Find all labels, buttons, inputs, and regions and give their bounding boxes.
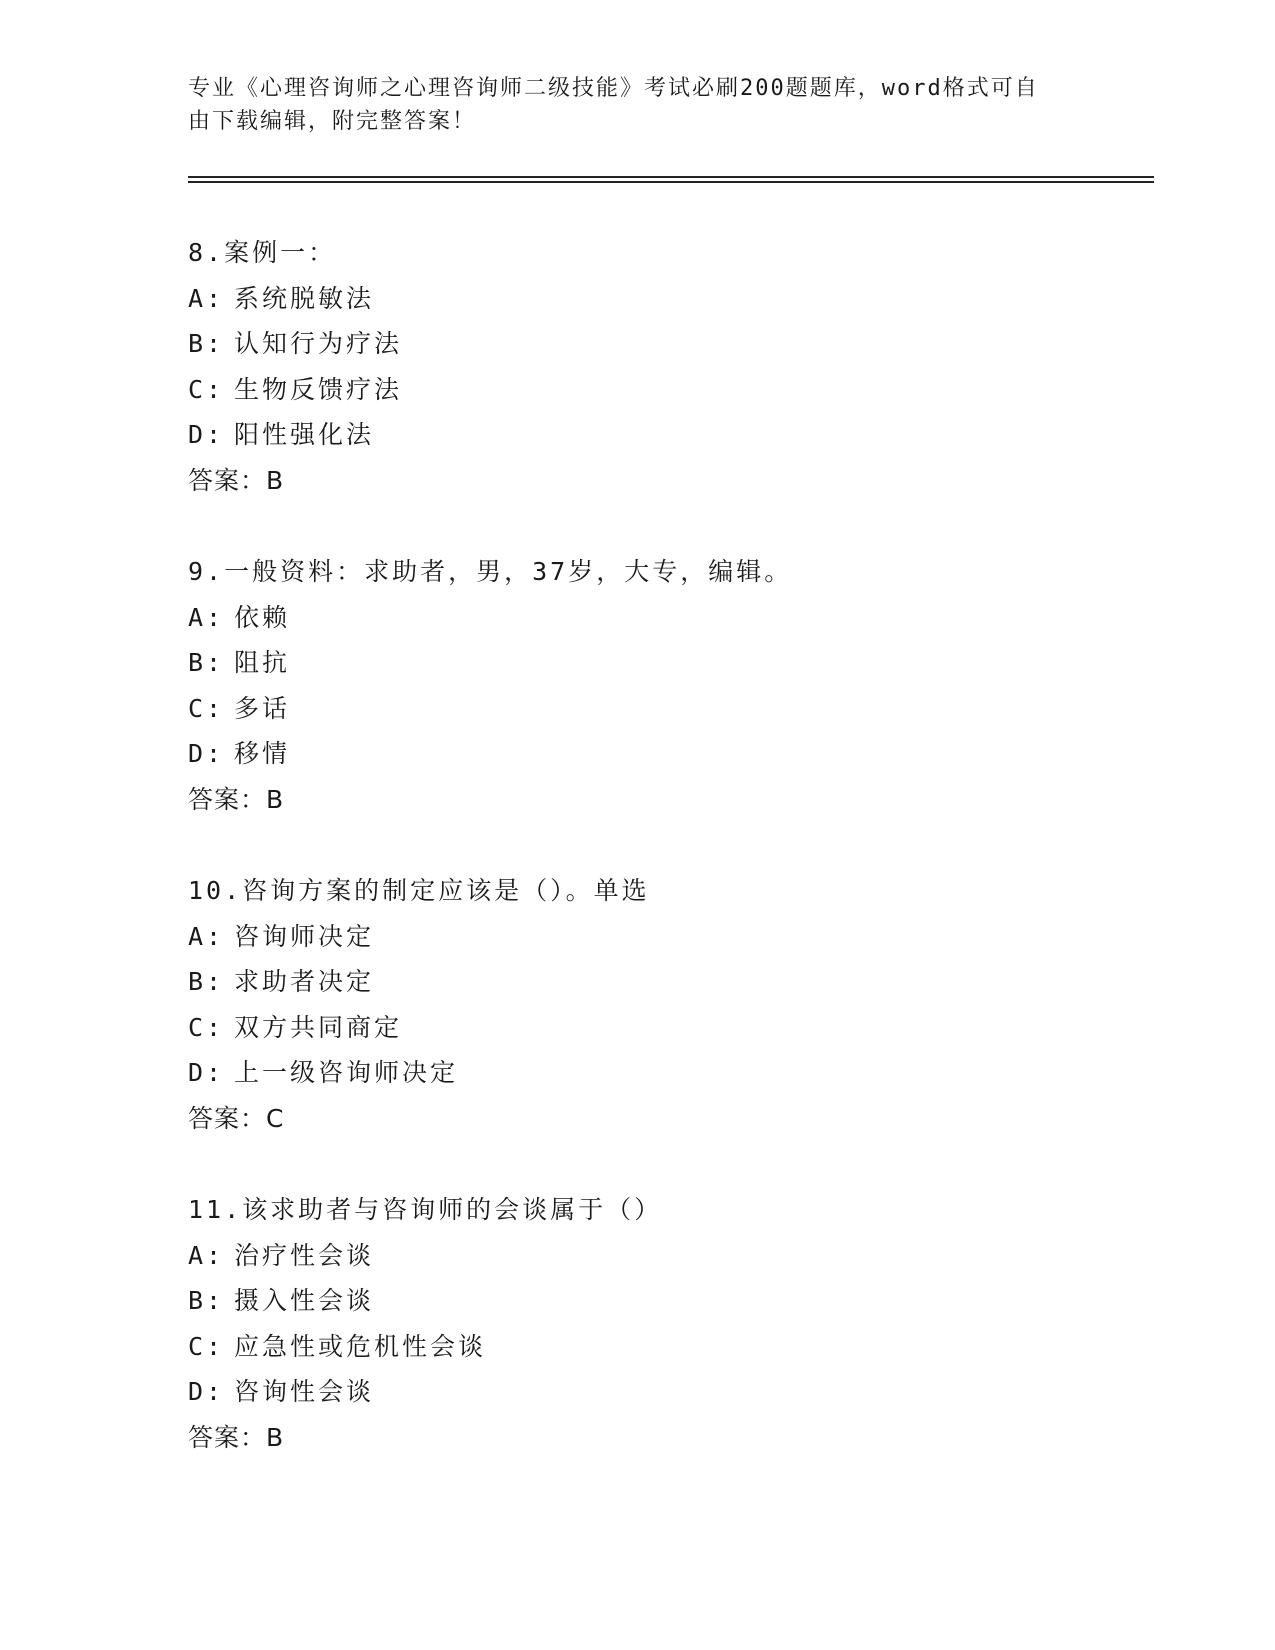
- option-key: A:: [188, 1240, 225, 1270]
- question-11: [188, 1187, 1148, 1460]
- option-text: 系统脱敏法: [234, 283, 375, 313]
- header-divider-top: [188, 176, 1154, 178]
- answer: 答案：B: [188, 465, 285, 495]
- option-text: 治疗性会谈: [234, 1240, 375, 1270]
- option-key: B:: [188, 967, 225, 996]
- option-a: [188, 595, 1148, 641]
- option-key: A:: [188, 602, 225, 632]
- option-key: A:: [188, 921, 225, 951]
- option-text: 阻抗: [234, 648, 291, 677]
- header-divider-bottom: [188, 181, 1154, 183]
- option-a: [188, 1233, 1148, 1279]
- question-10: [188, 868, 1148, 1141]
- question-title: 11.该求助者与咨询师的会谈属于（）: [188, 1195, 663, 1224]
- option-d: [188, 1369, 1148, 1415]
- option-text: 认知行为疗法: [234, 329, 403, 358]
- question-title: 8.案例一：: [188, 238, 337, 267]
- option-text: 移情: [234, 739, 291, 768]
- option-d: [188, 1050, 1148, 1096]
- question-8: [188, 230, 1148, 503]
- option-key: C:: [188, 374, 225, 404]
- option-c: [188, 686, 1148, 732]
- option-text: 阳性强化法: [234, 420, 375, 449]
- option-text: 双方共同商定: [234, 1012, 403, 1042]
- option-key: B:: [188, 1286, 225, 1315]
- option-key: D:: [188, 420, 225, 449]
- option-text: 生物反馈疗法: [234, 374, 403, 404]
- header-line-2: 由下载编辑，附完整答案！: [188, 109, 477, 134]
- option-text: 咨询师决定: [234, 921, 375, 951]
- option-key: B:: [188, 648, 225, 677]
- option-key: C:: [188, 1331, 225, 1361]
- option-a: [188, 276, 1148, 322]
- option-d: [188, 412, 1148, 458]
- option-key: A:: [188, 283, 225, 313]
- answer: 答案：C: [188, 1103, 285, 1133]
- option-key: B:: [188, 329, 225, 358]
- option-text: 依赖: [234, 602, 291, 632]
- option-key: D:: [188, 1377, 225, 1406]
- option-a: [188, 914, 1148, 960]
- option-c: [188, 1005, 1148, 1051]
- option-b: [188, 1278, 1148, 1324]
- answer: 答案：B: [188, 1422, 285, 1452]
- option-b: [188, 959, 1148, 1005]
- option-b: [188, 640, 1148, 686]
- option-text: 应急性或危机性会谈: [234, 1331, 487, 1361]
- question-title: 10.咨询方案的制定应该是（）。单选: [188, 876, 650, 905]
- option-text: 上一级咨询师决定: [234, 1058, 459, 1087]
- option-text: 摄入性会谈: [234, 1286, 375, 1315]
- answer: 答案：B: [188, 784, 285, 814]
- option-c: [188, 1324, 1148, 1370]
- question-9: [188, 549, 1148, 822]
- option-key: D:: [188, 739, 225, 768]
- question-list: [188, 230, 1148, 1506]
- option-key: C:: [188, 1012, 225, 1042]
- option-key: D:: [188, 1058, 225, 1087]
- option-text: 求助者决定: [234, 967, 375, 996]
- option-c: [188, 367, 1148, 413]
- option-d: [188, 731, 1148, 777]
- option-text: 多话: [234, 693, 291, 723]
- header-line-1: 专业《心理咨询师之心理咨询师二级技能》考试必刷200题题库，word格式可自: [188, 76, 1039, 101]
- option-key: C:: [188, 693, 225, 723]
- option-b: [188, 321, 1148, 367]
- question-title: 9.一般资料：求助者，男，37岁，大专，编辑。: [188, 557, 793, 586]
- document-header: [188, 72, 1068, 138]
- option-text: 咨询性会谈: [234, 1377, 375, 1406]
